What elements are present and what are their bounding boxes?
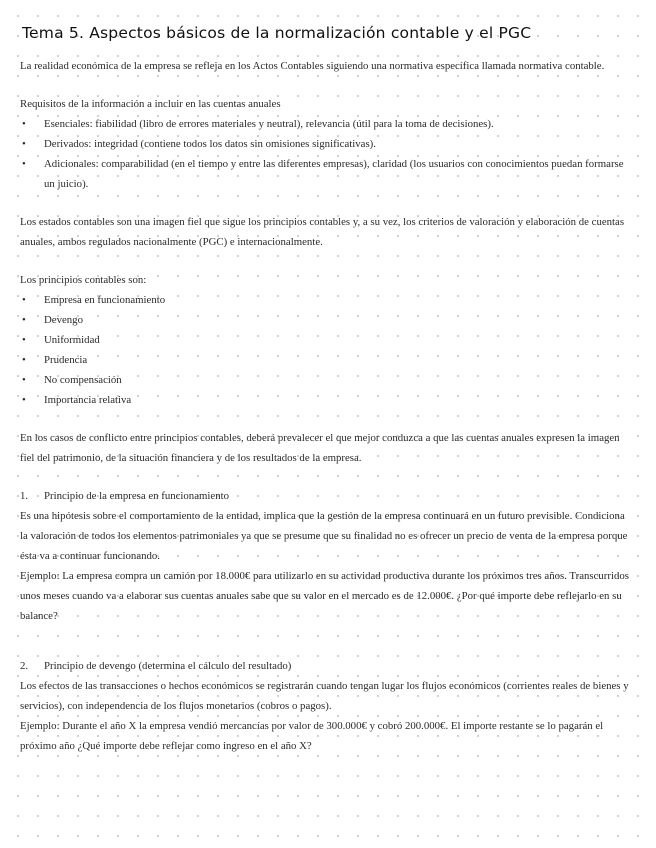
list-item: • Prudencia [20, 350, 634, 370]
section-2-body: Los efectos de las transacciones o hechos económicos se registrarán cuando tengan lugar los flujos económicos (corrientes reales de bienes y servicios), con independencia de los flujos monetarios (cobros o pagos). [20, 680, 629, 712]
list-item: • Devengo [20, 310, 634, 330]
section-1-example: Ejemplo: La empresa compra un camión por 18.000€ para utilizarlo en su actividad productiva durante los próximos tres años. Transcurridos unos meses cuando va a elaborar sus cuentas anuales sabe que su valor en el mercado es de 12.000€. ¿Por qué importe debe reflejarlo en su balance? [20, 570, 629, 622]
requisitos-heading: Requisitos de la información a incluir en las cuentas anuales [20, 98, 281, 110]
list-item: • Derivados: integridad (contiene todos los datos sin omisiones significativas). [20, 134, 634, 154]
list-item: • Esenciales: fiabilidad (libro de errores materiales y neutral), relevancia (útil para la toma de decisiones). [20, 114, 634, 134]
list-item: • Importancia relativa [20, 390, 634, 410]
bullet-icon: • [22, 138, 26, 150]
bullet-icon: • [22, 354, 26, 366]
bullet-icon: • [22, 394, 26, 406]
section-2-heading: 2. Principio de devengo (determina el cálculo del resultado) [20, 656, 634, 676]
estados-paragraph: Los estados contables son una imagen fiel que sigue los principios contables y, a su vez, los criterios de valoración y elaboración de cuentas anuales, ambos regulados nacionalmente (PGC) e internacionalmente. [20, 216, 625, 248]
section-1-body: Es una hipótesis sobre el comportamiento de la entidad, implica que la gestión de la empresa continuará en un futuro previsible. Condiciona la valoración de todos los elementos patrimoniales ya que se presume que su finalidad no es ofrecer un precio de venta de la empresa porque ésta va a continuar funcionando. [20, 510, 628, 562]
section-number: 1. [20, 490, 29, 502]
principios-list [20, 290, 634, 410]
bullet-icon: • [22, 334, 26, 346]
bullet-icon: • [22, 314, 26, 326]
bullet-icon: • [22, 118, 26, 130]
list-item: • Uniformidad [20, 330, 634, 350]
bullet-icon: • [22, 374, 26, 386]
section-1-heading: 1. Principio de la empresa en funcionamiento [20, 486, 634, 506]
list-item: • Adicionales: comparabilidad (en el tiempo y entre las diferentes empresas), claridad (los usuarios con conocimientos puedan formarse un juicio). [20, 154, 634, 194]
conflicto-paragraph: En los casos de conflicto entre principios contables, deberá prevalecer el que mejor conduzca a que las cuentas anuales expresen la imagen fiel del patrimonio, de la situación financiera y de los resultados de la empresa. [20, 432, 620, 464]
bullet-icon: • [22, 294, 26, 306]
bullet-icon: • [22, 158, 26, 170]
section-2-example: Ejemplo: Durante el año X la empresa vendió mercancías por valor de 300.000€ y cobró 200.000€. El importe restante se lo pagarán el próximo año ¿Qué importe debe reflejar como ingreso en el año X? [20, 720, 604, 752]
section-number: 2. [20, 660, 29, 672]
list-item: • Empresa en funcionamiento [20, 290, 634, 310]
page-title: Tema 5. Aspectos básicos de la normalización contable y el PGC [22, 24, 532, 42]
principios-heading: Los principios contables son: [20, 274, 147, 286]
requisitos-list [20, 114, 634, 194]
intro-paragraph: La realidad económica de la empresa se refleja en los Actos Contables siguiendo una normativa específica llamada normativa contable. [20, 60, 605, 72]
list-item: • No compensación [20, 370, 634, 390]
